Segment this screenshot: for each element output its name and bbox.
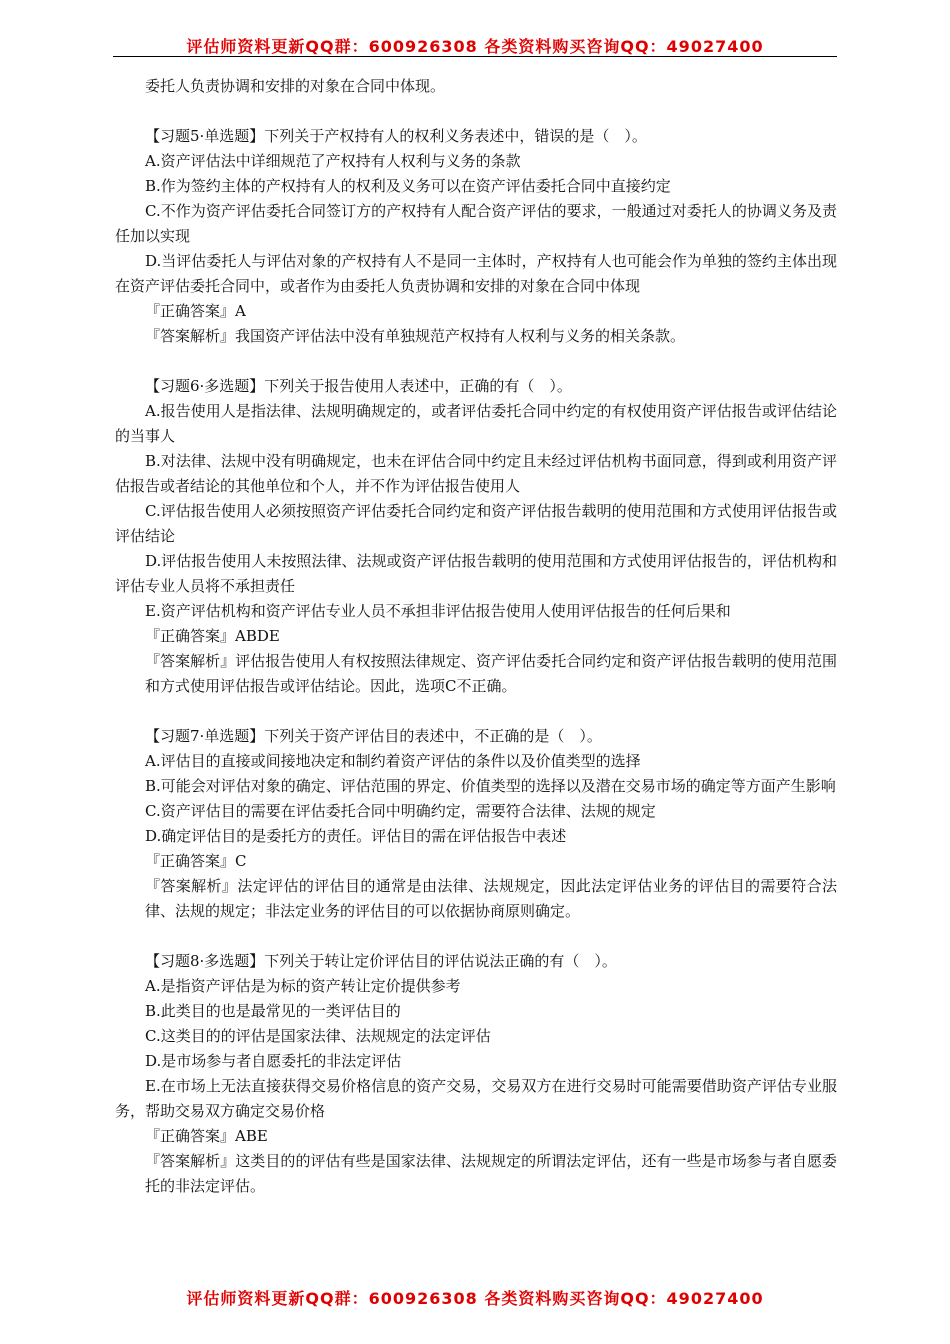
q8-option-e: E.在市场上无法直接获得交易价格信息的资产交易，交易双方在进行交易时可能需要借助资产评估专业服务，帮助交易双方确定交易价格 [115, 1077, 837, 1120]
q7-option-b: B.可能会对评估对象的确定、评估范围的界定、价值类型的选择以及潜在交易市场的确定等方面产生影响 [145, 777, 836, 795]
q6-option-b: B.对法律、法规中没有明确规定，也未在评估合同中约定且未经过评估机构书面同意，得到或利用资产评估报告或者结论的其他单位和个人，并不作为评估报告使用人 [115, 452, 837, 495]
document-body [115, 74, 837, 1199]
q7-answer: 『正确答案』C [145, 852, 247, 870]
q5-stem: 【习题5·单选题】下列关于产权持有人的权利义务表述中，错误的是（ ）。 [145, 127, 647, 145]
q6-option-a: A.报告使用人是指法律、法规明确规定的，或者评估委托合同中约定的有权使用资产评估报告或评估结论的当事人 [115, 402, 837, 445]
q5-option-c: C.不作为资产评估委托合同签订方的产权持有人配合资产评估的要求，一般通过对委托人的协调义务及责任加以实现 [115, 202, 837, 245]
q5-answer: 『正确答案』A [145, 302, 246, 320]
q7-option-c: C.资产评估目的需要在评估委托合同中明确约定，需要符合法律、法规的规定 [145, 802, 656, 820]
q6-stem: 【习题6·多选题】下列关于报告使用人表述中，正确的有（ ）。 [145, 377, 572, 395]
q7-option-d: D.确定评估目的是委托方的责任。评估目的需在评估报告中表述 [145, 827, 567, 845]
q5-option-d: D.当评估委托人与评估对象的产权持有人不是同一主体时，产权持有人也可能会作为单独的签约主体出现在资产评估委托合同中，或者作为由委托人负责协调和安排的对象在合同中体现 [115, 252, 837, 295]
intro-text: 委托人负责协调和安排的对象在合同中体现。 [145, 77, 446, 95]
header-rule [113, 56, 837, 57]
q8-option-b: B.此类目的也是最常见的一类评估目的 [145, 1002, 401, 1020]
q8-answer: 『正确答案』ABE [145, 1127, 268, 1145]
q6-analysis: 『答案解析』评估报告使用人有权按照法律规定、资产评估委托合同约定和资产评估报告载明的使用范围和方式使用评估报告或评估结论。因此，选项C不正确。 [145, 652, 837, 695]
page-footer: 评估师资料更新QQ群：600926308 各类资料购买咨询QQ：49027400 [186, 1289, 764, 1308]
q7-stem: 【习题7·单选题】下列关于资产评估目的表述中，不正确的是（ ）。 [145, 727, 602, 745]
q5-analysis: 『答案解析』我国资产评估法中没有单独规范产权持有人权利与义务的相关条款。 [145, 327, 686, 345]
q6-option-d: D.评估报告使用人未按照法律、法规或资产评估报告载明的使用范围和方式使用评估报告的，评估机构和评估专业人员将不承担责任 [115, 552, 837, 595]
q5-option-a: A.资产评估法中详细规范了产权持有人权利与义务的条款 [145, 152, 521, 170]
q8-option-d: D.是市场参与者自愿委托的非法定评估 [145, 1052, 402, 1070]
q7-option-a: A.评估目的直接或间接地决定和制约着资产评估的条件以及价值类型的选择 [145, 752, 641, 770]
q7-analysis: 『答案解析』法定评估的评估目的通常是由法律、法规规定，因此法定评估业务的评估目的需要符合法律、法规的规定；非法定业务的评估目的可以依据协商原则确定。 [145, 877, 837, 920]
q8-stem: 【习题8·多选题】下列关于转让定价评估目的评估说法正确的有（ ）。 [145, 952, 617, 970]
page-header: 评估师资料更新QQ群：600926308 各类资料购买咨询QQ：49027400 [186, 37, 764, 56]
q6-answer: 『正确答案』ABDE [145, 627, 280, 645]
q6-option-e: E.资产评估机构和资产评估专业人员不承担非评估报告使用人使用评估报告的任何后果和 [145, 602, 731, 620]
q6-option-c: C.评估报告使用人必须按照资产评估委托合同约定和资产评估报告载明的使用范围和方式使用评估报告或评估结论 [115, 502, 837, 545]
q8-option-a: A.是指资产评估是为标的资产转让定价提供参考 [145, 977, 461, 995]
q8-option-c: C.这类目的的评估是国家法律、法规规定的法定评估 [145, 1027, 491, 1045]
q5-option-b: B.作为签约主体的产权持有人的权利及义务可以在资产评估委托合同中直接约定 [145, 177, 671, 195]
q8-analysis: 『答案解析』这类目的的评估有些是国家法律、法规规定的所谓法定评估，还有一些是市场参与者自愿委托的非法定评估。 [145, 1152, 837, 1195]
